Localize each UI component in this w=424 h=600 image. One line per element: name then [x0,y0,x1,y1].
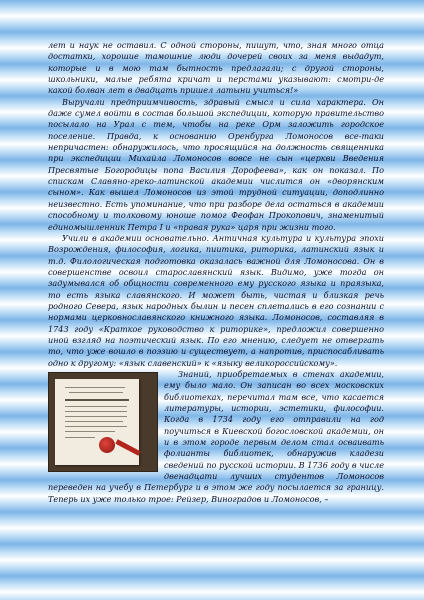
document-sheet [55,379,139,465]
paragraph-4 [48,369,384,505]
wax-seal-icon [99,437,115,453]
paragraph-2: Выручали предприимчивость, здравый смысл и сила характера. Он даже сумел войти в состав большой экспедиции, которую правительство посылало на Урал с тем, чтобы на реке Орм заложить городское поселение. Правда, к основанию Оренбурга Ломоносов все-таки непричастен: обнаружилось, что просящийся на должность священника при экспедиции Михайла Ломоносов вовсе не сын «церкви Введения Пресвятые Богородицы попа Василия Дорофеева», как он показал. По спискам Славяно-греко-латинской академии числится он «дворянским сыном». Как вышел Ломоносов из этой трудной ситуации, доподлинно неизвестно. Есть упоминание, что при разборе дела остаться в академии способному и толковому юноше помог Феофан Прокопович, знаменитый единомышленник Петра I и «правая рука» царя при жизни того. [48,96,384,232]
paragraph-4-text: Знаний, приобретаемых в стенах академии, ему было мало. Он записан во всех московских библиотеках, перечитал там все, что касается литературы, истории, эстетики, философии. Когда в 1734 году его отправили на год поучиться в Киевской богословской академии, он и в этом городе первым делом стал осваивать фолианты библиотек, обнаружив кладези сведений по русской истории. В 1736 году в числе двенадцати лучших студентов Ломоносов переведен на учебу в Петербург и в этом же году посылается за границу. Теперь их уже только трое: Рейзер, Виноградов и Ломоносов, – [48,368,384,504]
paragraph-1: лет и наук не оставил. С одной стороны, пишут, что, зная много отца достатки, хорошие тамошние люди дочерей своих за меня выдадут, которые и в мою там бытность предлагали; с другой стороны, школьники, малые ребята кричат и перстами указывают: смотри-де какой болван лет в двадцать пришел латыни учиться!» [48,40,384,96]
paragraph-3: Учили в академии основательно. Античная культура и культура эпохи Возрождения, философия, логика, пиитика, риторика, латинский язык и т.д. Филологическая подготовка оказалась важной для Ломоносова. Он в совершенстве освоил старославянский язык. Видимо, уже тогда он задумывался об общности современного ему русского языка и праязыка, то есть языка славянского. И может быть, чистая и близкая речь родного Севера, язык народных былин и песен сплетались в его сознании с нормами церковнославянского книжного языка. Ломоносов, составляя в 1743 году «Краткое руководство к риторике», предложил совершенно иной взгляд на поэтический язык. По его мнению, следует не отвергать то, что уже вошло в поэзию и существует, а напротив, приспосабливать одно к другому: «язык славенский» к «языку великороссийскому». [48,232,384,368]
body-text [48,40,384,505]
document-with-seal-photo [48,372,158,472]
page-content [48,40,384,566]
